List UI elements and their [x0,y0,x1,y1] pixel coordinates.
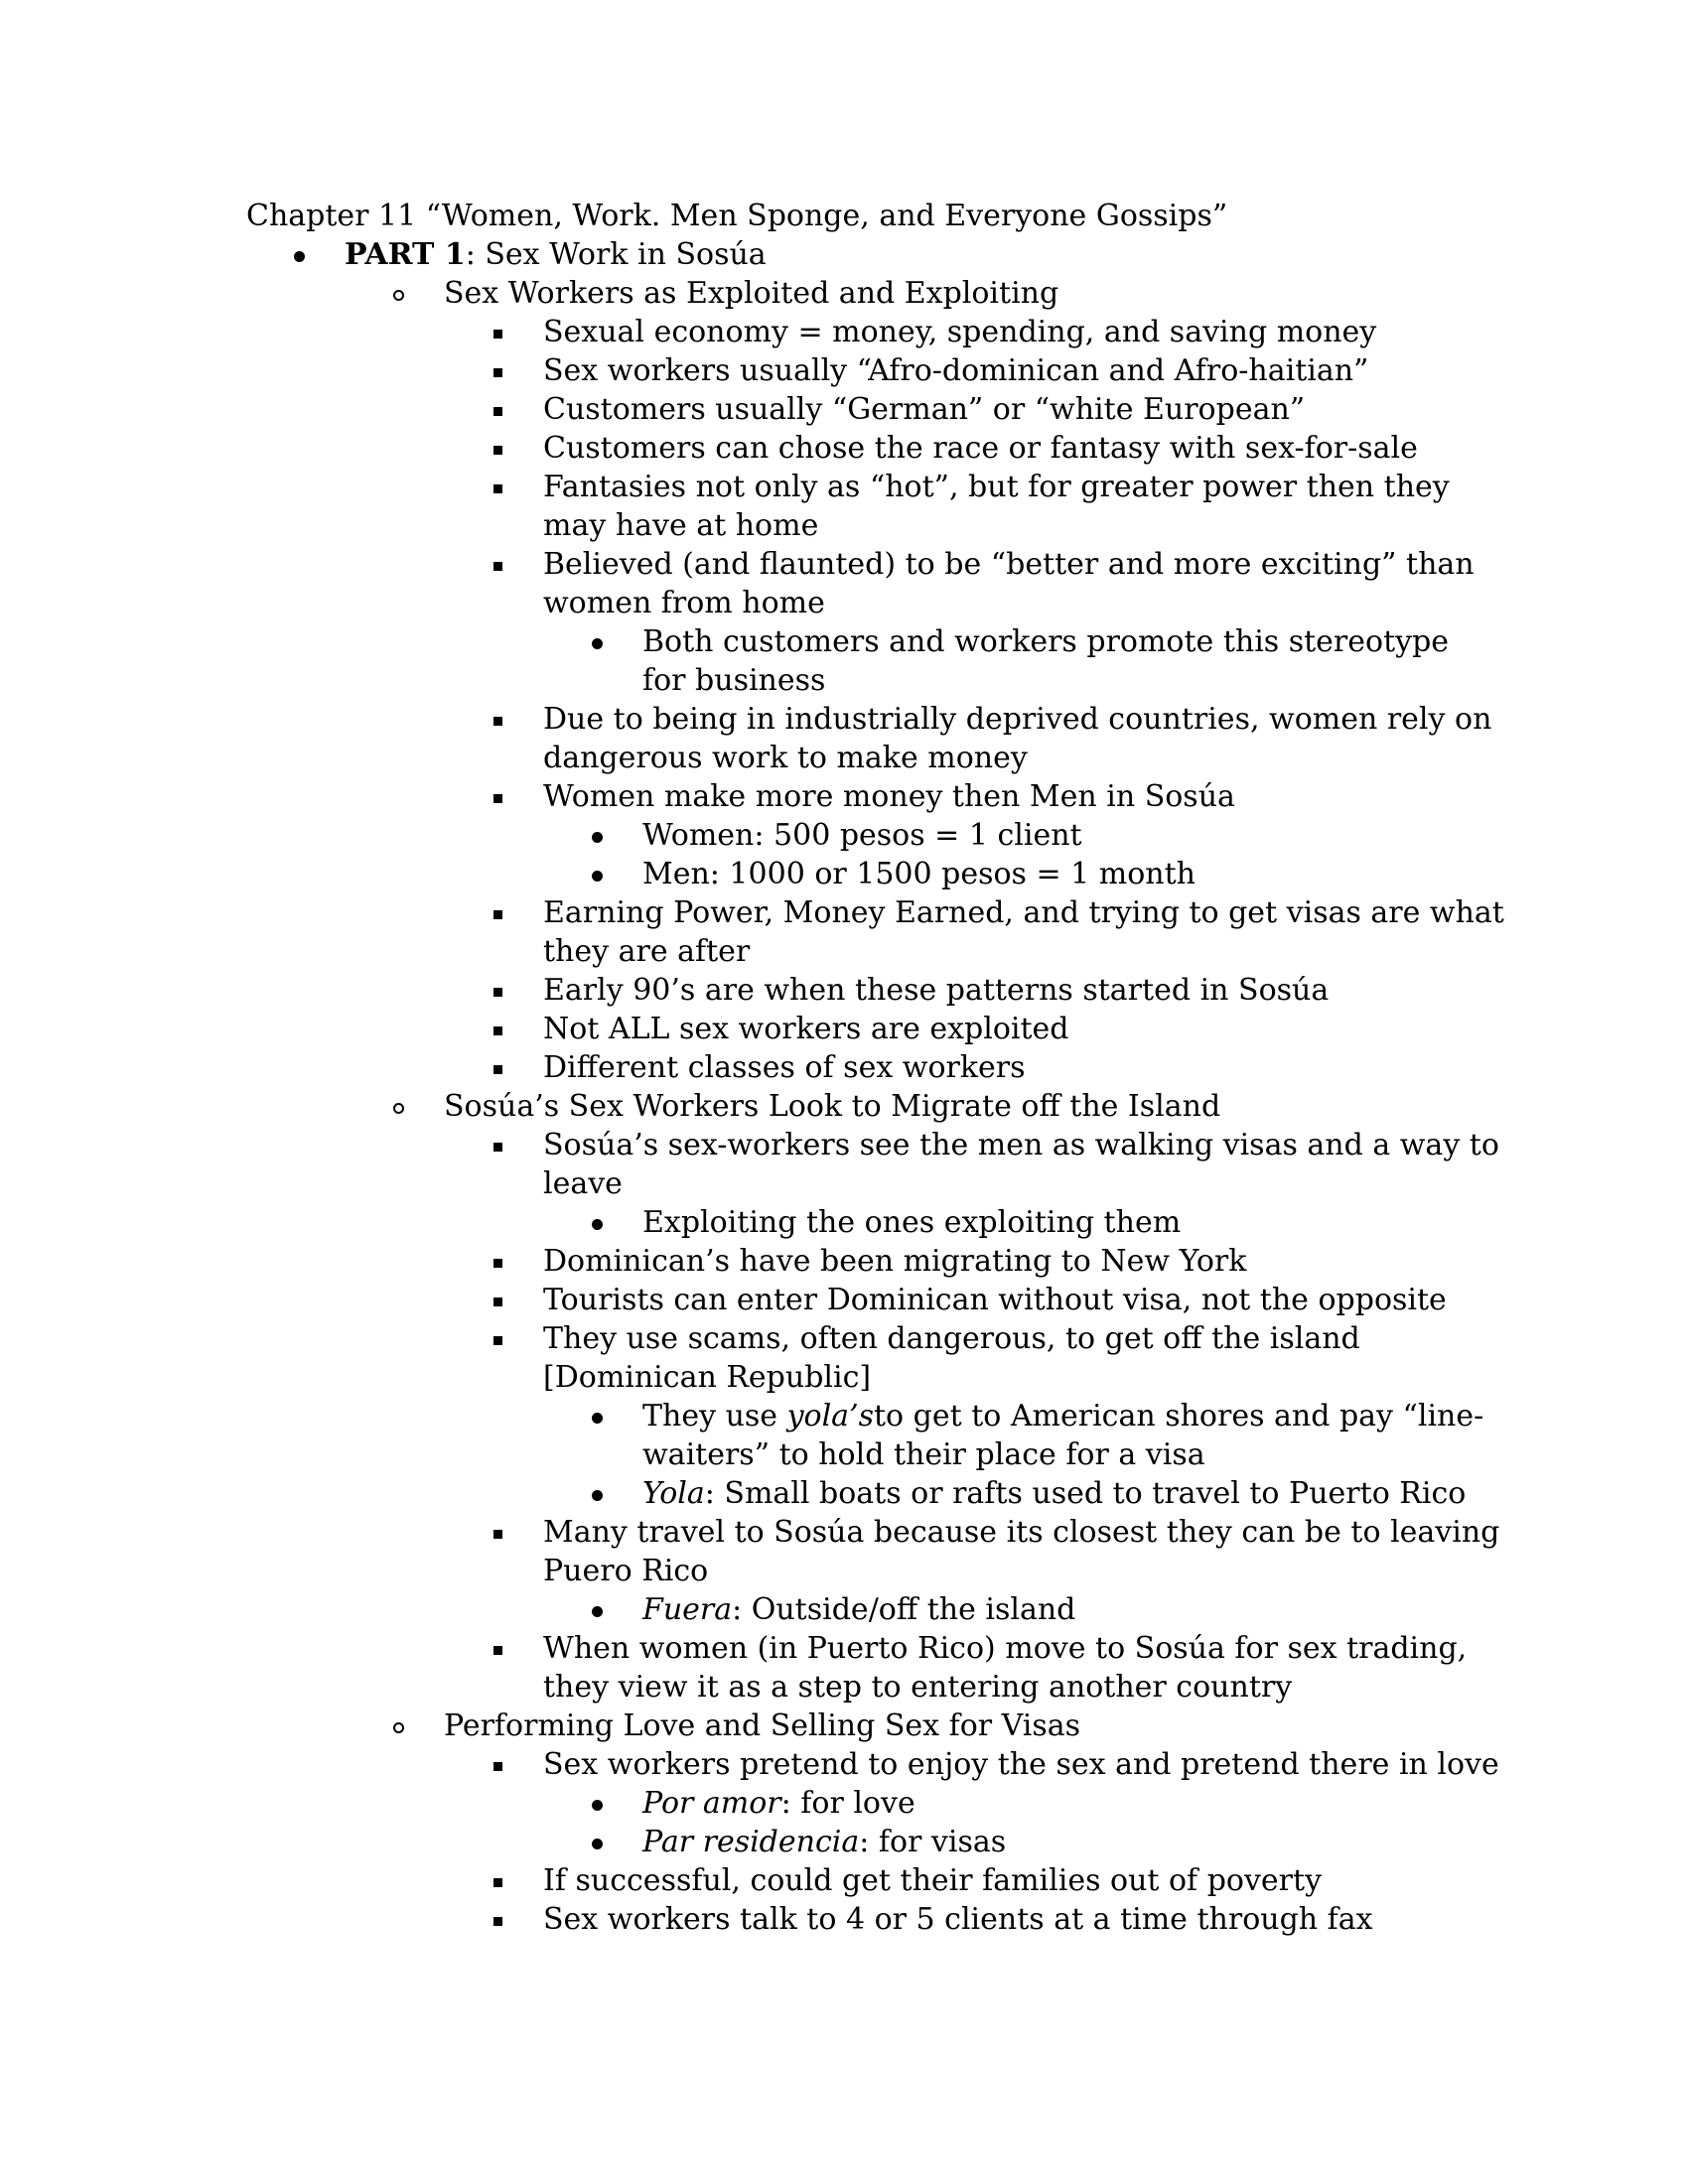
por-amor-term: Por amor [642,1786,781,1821]
list-item-continuation: dangerous work to make money [543,741,1028,775]
sub-list-item: Both customers and workers promote this stereotype [642,624,1450,659]
list-item-continuation: women from home [543,586,825,620]
list-item: Sosúa’s sex-workers see the men as walking visas and a way to [543,1128,1499,1162]
list-item: Fantasies not only as “hot”, but for greater power then they [543,470,1450,504]
chapter-title: Chapter 11 “Women, Work. Men Sponge, and Everyone Gossips” [246,199,1228,233]
list-item-continuation: they view it as a step to entering another country [543,1670,1293,1705]
sub-list-item-continuation: waiters” to hold their place for a visa [642,1437,1205,1472]
sub-list-item-continuation: for business [642,663,826,698]
list-item: When women (in Puerto Rico) move to Sosúa for sex trading, [543,1631,1468,1666]
list-item: Not ALL sex workers are exploited [543,1012,1069,1046]
sub-list-item: Men: 1000 or 1500 pesos = 1 month [642,857,1196,891]
sub-list-item: Yola: Small boats or rafts used to travel to Puerto Rico [642,1476,1467,1511]
list-item: Different classes of sex workers [543,1050,1026,1085]
sub-list-item: Women: 500 pesos = 1 client [642,818,1082,853]
list-item: Sex workers talk to 4 or 5 clients at a time through fax [543,1902,1373,1937]
list-item: Sexual economy = money, spending, and saving money [543,315,1377,349]
list-item: Believed (and flaunted) to be “better and more exciting” than [543,547,1475,582]
section-heading: Performing Love and Selling Sex for Visas [444,1708,1081,1743]
sub-list-item: Exploiting the ones exploiting them [642,1205,1182,1240]
list-item: Earning Power, Money Earned, and trying to get visas are what [543,895,1504,930]
sub-list-item: Fuera: Outside/off the island [642,1592,1076,1627]
list-item: Dominican’s have been migrating to New York [543,1244,1247,1279]
yola-term: yola’s [786,1399,874,1433]
list-item: Women make more money then Men in Sosúa [543,779,1235,814]
part-title: : Sex Work in Sosúa [465,237,767,272]
list-item: They use scams, often dangerous, to get off the island [543,1321,1360,1356]
list-item-continuation: they are after [543,934,751,969]
list-item: Sex workers pretend to enjoy the sex and pretend there in love [543,1747,1499,1782]
list-item: Early 90’s are when these patterns started in Sosúa [543,973,1330,1008]
fuera-term: Fuera [642,1592,733,1627]
list-item-continuation: [Dominican Republic] [543,1360,872,1395]
list-item: Many travel to Sosúa because its closest they can be to leaving [543,1515,1500,1550]
yola-term: Yola [642,1476,705,1511]
list-item-continuation: may have at home [543,508,819,543]
list-item-continuation: Puero Rico [543,1554,709,1588]
list-item: Tourists can enter Dominican without visa, not the opposite [543,1283,1447,1317]
sub-list-item: Por amor: for love [642,1786,915,1821]
list-item-continuation: leave [543,1166,623,1201]
list-item: Due to being in industrially deprived countries, women rely on [543,702,1492,737]
section-heading: Sosúa’s Sex Workers Look to Migrate off the Island [444,1089,1221,1124]
sub-list-item: Par residencia: for visas [642,1825,1007,1859]
part-label: PART 1 [345,237,466,272]
part-heading [0,235,767,274]
par-residencia-term: Par residencia [642,1825,860,1859]
list-item: Customers can chose the race or fantasy with sex-for-sale [543,431,1418,466]
list-item: Customers usually “German” or “white European” [543,392,1306,427]
sub-list-item: They use yola’sto get to American shores and pay “line- [642,1399,1484,1433]
section-heading: Sex Workers as Exploited and Exploiting [444,276,1059,311]
list-item: If successful, could get their families out of poverty [543,1863,1323,1898]
list-item: Sex workers usually “Afro-dominican and Afro-haitian” [543,353,1369,388]
